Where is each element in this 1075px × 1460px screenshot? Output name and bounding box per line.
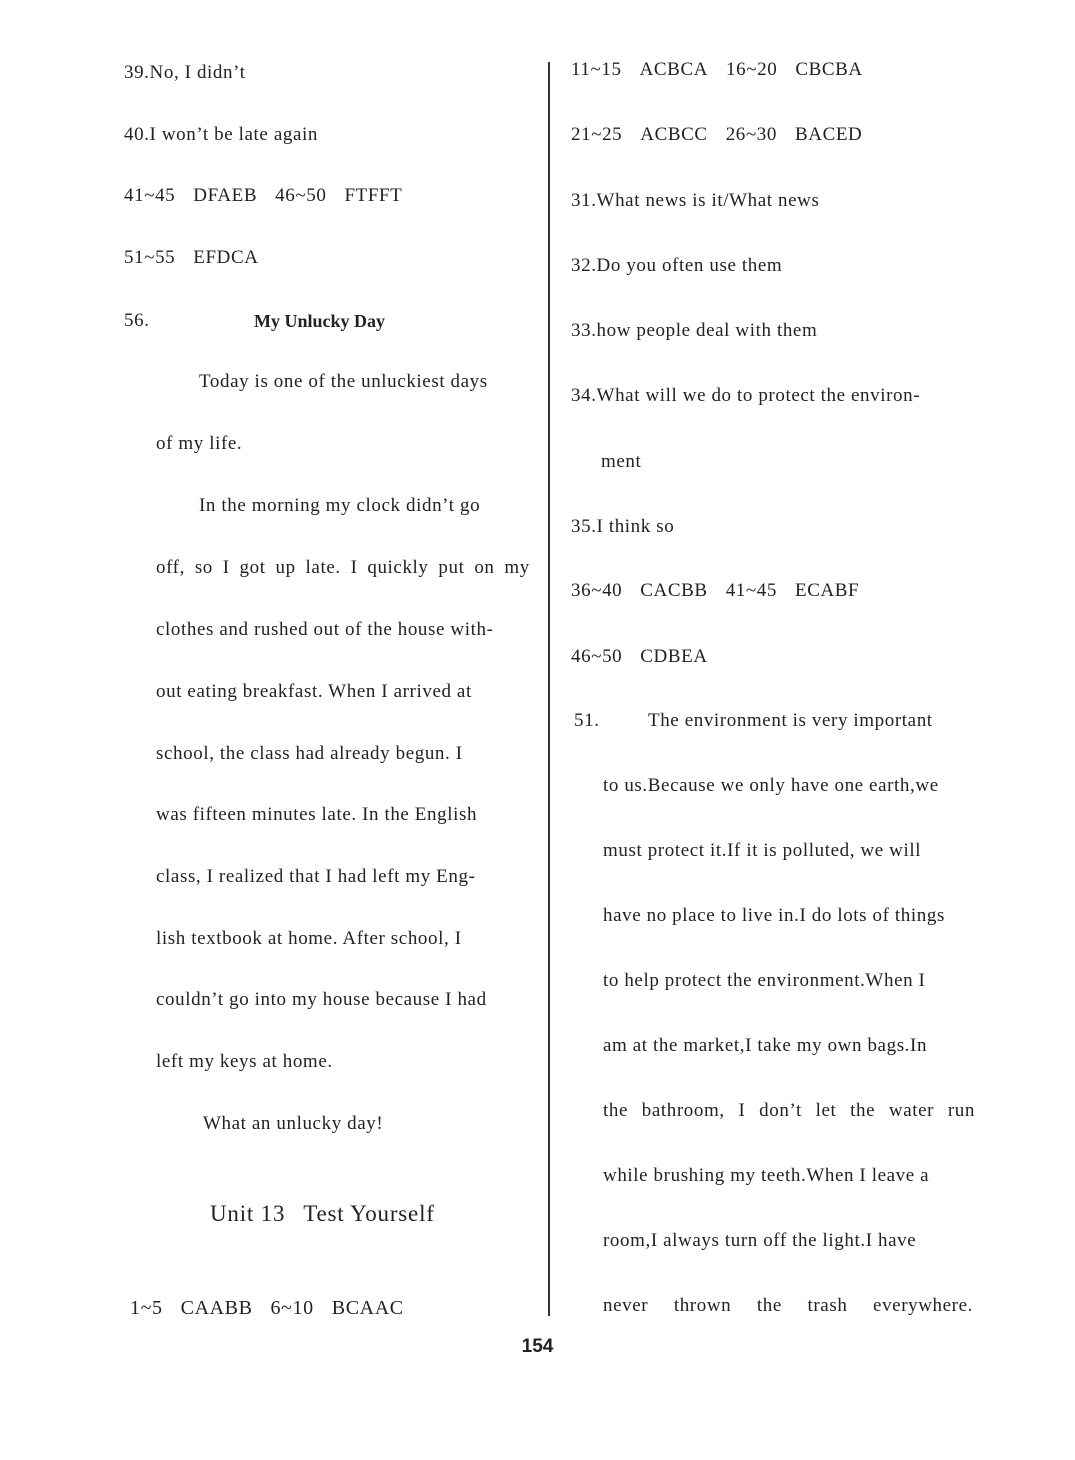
essay-line: couldn’t go into my house because I had <box>156 989 487 1010</box>
essay-line: have no place to live in.I do lots of things <box>603 905 945 926</box>
answer-34-continued: ment <box>601 451 642 472</box>
answer-row-46-50 <box>571 645 708 669</box>
essay-line: class, I realized that I had left my Eng- <box>156 866 476 887</box>
essay-line: lish textbook at home. After school, I <box>156 928 462 949</box>
answer-row-41-50 <box>124 184 402 208</box>
question-56-number: 56. <box>124 310 150 331</box>
answers-1-5: CAABB <box>180 1297 253 1319</box>
unit-heading <box>210 1202 435 1226</box>
essay-title: My Unlucky Day <box>254 311 386 331</box>
answers-41-45: ECABF <box>794 580 860 601</box>
essay-line: left my keys at home. <box>156 1051 333 1072</box>
range-46-50: 46~50 <box>275 185 327 206</box>
answer-40: 40.I won’t be late again <box>124 124 318 145</box>
essay-line: the bathroom, I don’t let the water run <box>603 1100 975 1121</box>
answers-21-25: ACBCC <box>640 124 708 145</box>
answers-16-20: CBCBA <box>795 59 863 80</box>
essay-line: In the morning my clock didn’t go <box>199 495 481 516</box>
answer-31: 31.What news is it/What news <box>571 190 820 211</box>
range-6-10: 6~10 <box>270 1297 314 1319</box>
answer-row-36-45 <box>571 579 859 603</box>
question-51-number: 51. <box>574 710 600 731</box>
answers-6-10: BCAAC <box>331 1297 404 1319</box>
unit-subtitle: Test Yourself <box>303 1201 435 1226</box>
essay-line: The environment is very important <box>648 710 933 731</box>
essay-line: clothes and rushed out of the house with- <box>156 619 494 640</box>
range-16-20: 16~20 <box>726 59 778 80</box>
range-46-50: 46~50 <box>571 646 623 667</box>
essay-line: of my life. <box>156 433 243 454</box>
essay-line: was fifteen minutes late. In the English <box>156 804 478 825</box>
essay-line: to help protect the environment.When I <box>603 970 926 991</box>
essay-line: while brushing my teeth.When I leave a <box>603 1165 930 1186</box>
answer-34: 34.What will we do to protect the environ- <box>571 385 921 406</box>
essay-line: never thrown the trash everywhere. <box>603 1295 973 1316</box>
essay-line: Today is one of the unluckiest days <box>199 371 488 392</box>
essay-line: am at the market,I take my own bags.In <box>603 1035 928 1056</box>
answers-51-55: EFDCA <box>193 247 259 268</box>
answer-39: 39.No, I didn’t <box>124 62 246 83</box>
essay-line: room,I always turn off the light.I have <box>603 1230 917 1251</box>
range-41-45: 41~45 <box>124 185 176 206</box>
range-26-30: 26~30 <box>725 124 777 145</box>
answer-row-51-55 <box>124 246 259 270</box>
essay-line: What an unlucky day! <box>203 1113 384 1134</box>
range-51-55: 51~55 <box>124 247 176 268</box>
essay-line: out eating breakfast. When I arrived at <box>156 681 472 702</box>
answers-46-50: CDBEA <box>640 646 708 667</box>
column-divider <box>548 62 550 1316</box>
answer-row-1-10 <box>130 1296 404 1320</box>
range-11-15: 11~15 <box>571 59 622 80</box>
answers-26-30: BACED <box>794 124 863 145</box>
essay-line: off, so I got up late. I quickly put on my <box>156 557 530 578</box>
range-1-5: 1~5 <box>130 1297 163 1319</box>
answer-row-21-30 <box>571 123 862 147</box>
essay-line: to us.Because we only have one earth,we <box>603 775 939 796</box>
answers-46-50: FTFFT <box>344 185 403 206</box>
essay-line: school, the class had already begun. I <box>156 743 463 764</box>
answers-41-45: DFAEB <box>193 185 258 206</box>
answer-32: 32.Do you often use them <box>571 255 783 276</box>
answer-33: 33.how people deal with them <box>571 320 818 341</box>
range-41-45: 41~45 <box>725 580 777 601</box>
answer-row-11-20 <box>571 58 863 82</box>
unit-number: Unit 13 <box>210 1201 286 1226</box>
answers-36-40: CACBB <box>640 580 708 601</box>
answer-35: 35.I think so <box>571 516 675 537</box>
answers-11-15: ACBCA <box>639 59 709 80</box>
range-36-40: 36~40 <box>571 580 623 601</box>
range-21-25: 21~25 <box>571 124 623 145</box>
essay-line: must protect it.If it is polluted, we will <box>603 840 922 861</box>
page-number: 154 <box>521 1336 554 1357</box>
